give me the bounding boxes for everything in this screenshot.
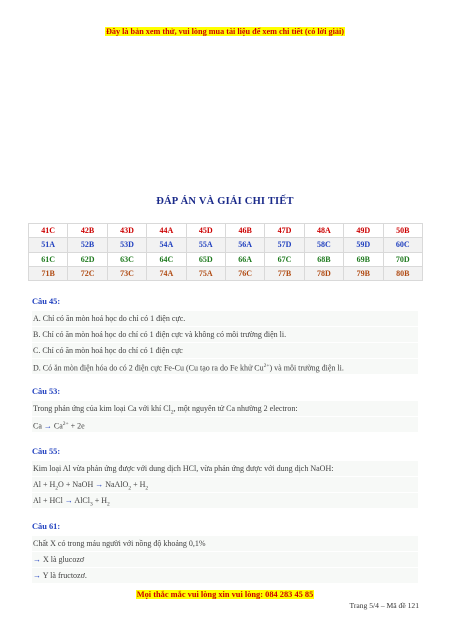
option-b: B. Chỉ có ăn mòn hoá học do chỉ có 1 điện cực và không có môi trường điện li. [32,327,418,343]
answer-table [28,223,423,281]
answer-cell: 73C [107,266,146,280]
answer-cell: 56A [225,238,264,252]
conclusion-line: → X là glucozơ [32,552,418,568]
answer-cell: 54A [147,238,186,252]
answer-cell: 53D [107,238,146,252]
answer-cell: 70D [383,252,422,266]
equation-line: $Ca \to Ca^{2+} + 2e$ [32,417,418,433]
answer-cell: 49D [344,224,383,238]
answer-cell: 76C [225,266,264,280]
answer-cell: 46B [225,224,264,238]
answer-cell: 43D [107,224,146,238]
answer-cell: 48A [304,224,343,238]
answer-cell: 62D [68,252,107,266]
answer-row [29,238,423,252]
arrow-icon: → [33,571,41,580]
conclusion-line: → Y là fructozơ. [32,568,418,584]
answer-cell: 42B [68,224,107,238]
answer-cell: 74A [147,266,186,280]
answer-cell: 45D [186,224,225,238]
answer-cell: 79B [344,266,383,280]
answer-cell: 66A [225,252,264,266]
arrow-icon: → [43,421,52,431]
equation-line: Al + HCl → AlCl$_3$ + $H_2$ [32,493,418,509]
page-number: Trang 5/4 – Mã đề 121 [349,601,419,610]
answer-cell: 51A [29,238,68,252]
answer-cell: 75A [186,266,225,280]
arrow-icon: → [33,555,41,564]
explanation-line: Kim loại Al vừa phản ứng được với dung dịch HCl, vừa phản ứng được với dung dịch NaOH: [32,461,418,477]
answer-cell: 55A [186,238,225,252]
answer-row [29,224,423,238]
answer-cell: 57D [265,238,304,252]
answer-cell: 61C [29,252,68,266]
page-title: ĐÁP ÁN VÀ GIẢI CHI TIẾT [156,196,294,207]
question-55 [32,447,418,509]
answer-cell: 64C [147,252,186,266]
answer-cell: 80B [383,266,422,280]
question-61 [32,522,418,584]
question-53 [32,387,418,433]
answer-cell: 67C [265,252,304,266]
contact-footer: Mọi thắc mắc vui lòng xin vui lòng: 084 283 45 85 [136,590,314,599]
question-heading: Câu 55: [32,447,61,456]
option-c: C. Chỉ có ăn mòn hoá học do chỉ có 1 điện cực [32,343,418,359]
option-d: D. Có ăn mòn điện hóa do có 2 điện cực Fe-Cu (Cu tạo ra do Fe khử $Cu^{2+}$) và môi trường điện li. [32,359,418,375]
preview-banner: Đây là bản xem thử, vui lòng mua tài liệu để xem chi tiết (có lời giải) [105,27,344,36]
arrow-icon: → [64,496,73,505]
arrow-icon: → [95,480,104,489]
answer-cell: 65D [186,252,225,266]
option-a: A. Chỉ có ăn mòn hoá học do chỉ có 1 điện cực. [32,311,418,327]
answer-cell: 41C [29,224,68,238]
answer-cell: 63C [107,252,146,266]
answer-cell: 50B [383,224,422,238]
answer-cell: 47D [265,224,304,238]
answer-cell: 77B [265,266,304,280]
answer-cell: 68B [304,252,343,266]
answer-cell: 78D [304,266,343,280]
question-heading: Câu 45: [32,297,61,306]
answer-cell: 71B [29,266,68,280]
question-45 [32,297,418,375]
answer-row [29,266,423,280]
answer-cell: 60C [383,238,422,252]
answer-cell: 58C [304,238,343,252]
answer-cell: 72C [68,266,107,280]
answer-row [29,252,423,266]
question-heading: Câu 53: [32,387,61,396]
answer-cell: 59D [344,238,383,252]
explanation-line: Chất X có trong máu người với nồng độ khoảng 0,1% [32,536,418,552]
equation-line: $Al + H_2O$ + NaOH → NaAlO$_2$ + $H_2$ [32,477,418,493]
answer-cell: 69B [344,252,383,266]
question-heading: Câu 61: [32,522,61,531]
answer-cell: 52B [68,238,107,252]
answer-cell: 44A [147,224,186,238]
explanation-line: Trong phản ứng của kim loại Ca với khí $Cl_2$, một nguyên tử Ca nhường 2 electron: [32,401,418,417]
